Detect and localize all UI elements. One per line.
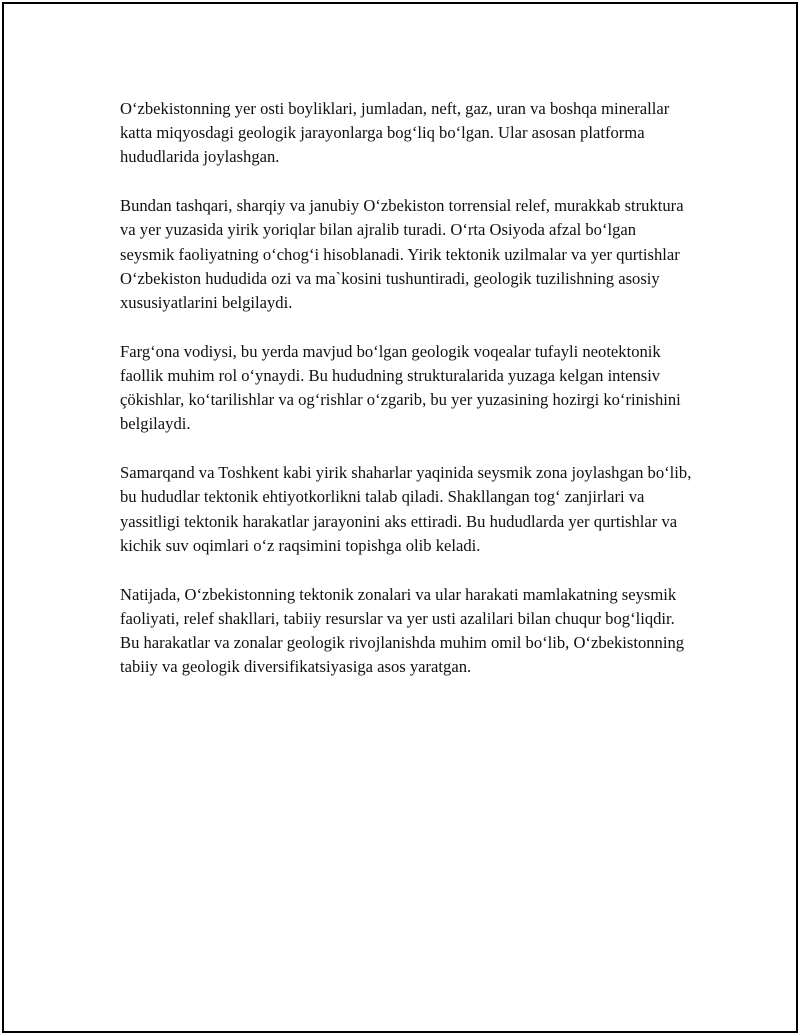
paragraph-5: Natijada, O‘zbekistonning tektonik zonalari va ular harakati mamlakatning seysmik faoliyati, relef shakllari, tabiiy resurslar va yer usti azalilari bilan chuqur bog‘liqdir. Bu harakatlar va zonalar geologik rivojlanishda muhim omil bo‘lib, O‘zbekistonning tabiiy va geologik diversifikatsiyasiga asos yaratgan.	[120, 584, 685, 677]
paragraph-3: Farg‘ona vodiysi, bu yerda mavjud bo‘lgan geologik voqealar tufayli neotektonik faollik muhim rol o‘ynaydi. Bu hududning strukturalarida yuzaga kelgan intensiv çökishlar, ko‘tarilishlar va og‘rishlar o‘zgarib, bu yer yuzasining hozirgi ko‘rinishini belgilaydi.	[120, 341, 681, 434]
paragraph-2: Bundan tashqari, sharqiy va janubiy O‘zbekiston torrensial relef, murakkab struktura va yer yuzasida yirik yoriqlar bilan ajralib turadi. O‘rta Osiyoda afzal bo‘lgan seysmik faoliyatning o‘chog‘i hisoblanadi. Yirik tektonik uzilmalar va yer qurtishlar O‘zbekiston hududida ozi va ma`kosini tushuntiradi, geologik tuzilishning asosiy xususiyatlarini belgilaydi.	[120, 196, 684, 313]
paragraph-1: O‘zbekistonning yer osti boyliklari, jumladan, neft, gaz, uran va boshqa minerallar katta miqyosdagi geologik jarayonlarga bog‘liq bo‘lgan. Ular asosan platforma hududlarida joylashgan.	[120, 99, 670, 167]
paragraph-4: Samarqand va Toshkent kabi yirik shaharlar yaqinida seysmik zona joylashgan bo‘lib, bu hududlar tektonik ehtiyotkorlikni talab qiladi. Shakllangan tog‘ zanjirlari va yassitligi tektonik harakatlar jarayonini aks ettiradi. Bu hududlarda yer qurtishlar va kichik suv oqimlari o‘z raqsimini topishga olib keladi.	[120, 463, 692, 555]
page-frame	[2, 2, 798, 1033]
document-body	[120, 97, 692, 704]
